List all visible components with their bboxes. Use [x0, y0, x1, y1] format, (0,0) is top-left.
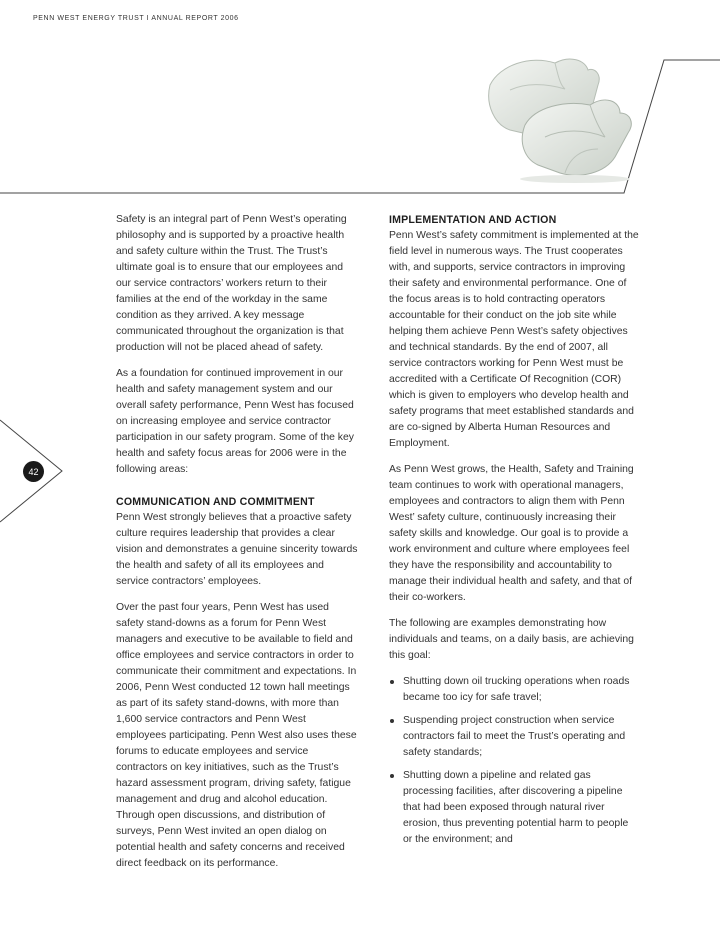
list-item-text: Shutting down oil trucking operations when roads became too icy for safe travel;: [403, 676, 630, 703]
work-gloves-image: [470, 45, 645, 185]
list-item: [389, 713, 639, 761]
implementation-paragraph: Penn West’s safety commitment is implemented at the field level in numerous ways. The Trust cooperates with, and supports, service contractors in improving their safety and environmental performance. One of the focus areas is to hold contracting operators accountable for their conduct on the job site while helping them achieve Penn West’s safety objectives and technical standards. By the end of 2007, all service contractors working for Penn West must be accredited with a Certificate Of Recognition (COR) which is given to employers who develop health and safety programs that meet established standards and are co-signed by Alberta Human Resources and Employment.: [389, 230, 639, 449]
list-item: [389, 674, 639, 706]
foundation-paragraph: As a foundation for continued improvement in our health and safety management system and our overall safety performance, Penn West has focused on increasing employee and service contractor participation in our safety program. Some of the key health and safety focus areas for 2006 were in the following areas:: [116, 368, 354, 475]
growth-paragraph: As Penn West grows, the Health, Safety and Training team continues to work with operational managers, employees and contractors to align them with Penn West’ safety culture, continuously increasing their safety skills and knowledge. Our goal is to provide a work environment and culture where employees feel they have the responsibility and accountability to manage their individual health and safety, and that of their co-workers.: [389, 464, 634, 603]
section-heading-communication: COMMUNICATION AND COMMITMENT: [116, 496, 315, 508]
examples-list: [389, 674, 639, 848]
intro-paragraph: Safety is an integral part of Penn West’s operating philosophy and is supported by a proactive health and safety culture within the Trust. The Trust’s ultimate goal is to ensure that our employees and our service contractors’ workers return to their families at the end of the workday in the same condition as they arrived. A key message communicated throughout the organization is that production will not be placed ahead of safety.: [116, 214, 347, 353]
communication-paragraph: Penn West strongly believes that a proactive safety culture requires leadership that provides a clear vision and demonstrates a genuine sincerity towards the health and safety of all its employees and service contractors’ employees.: [116, 512, 358, 587]
section-heading-implementation: IMPLEMENTATION AND ACTION: [389, 214, 557, 226]
running-head: PENN WEST ENERGY TRUST I ANNUAL REPORT 2006: [33, 15, 239, 22]
bullet-icon: [390, 719, 394, 723]
page-number-badge: 42: [23, 461, 44, 482]
list-item-text: Suspending project construction when service contractors fail to meet the Trust’s operating and safety standards;: [403, 715, 626, 758]
examples-intro-paragraph: The following are examples demonstrating how individuals and teams, on a daily basis, are achieving this goal:: [389, 618, 634, 661]
bullet-icon: [390, 680, 394, 684]
list-item: [389, 768, 639, 848]
stand-downs-paragraph: Over the past four years, Penn West has used safety stand-downs as a forum for Penn West managers and executive to be available to field and office employees and service contractors in order to communicate their commitment and expectations. In 2006, Penn West conducted 12 town hall meetings as part of its safety stand-downs, with more than 1,600 service contractors and Penn West employees participating. Penn West also uses these forums to educate employees and service contractors on key initiatives, such as the Trust’s hazard assessment program, driving safety, fatigue management and drug and alcohol education. Through open discussions, and distribution of surveys, Penn West invited an open dialog on potential health and safety concerns and received direct feedback on its performance.: [116, 602, 357, 869]
right-column: [389, 212, 639, 855]
bullet-icon: [390, 774, 394, 778]
left-column: [116, 212, 358, 882]
list-item-text: Shutting down a pipeline and related gas processing facilities, after discovering a pipeline that had been exposed through natural river erosion, thus preventing potential harm to people or the environment; and: [403, 770, 629, 845]
